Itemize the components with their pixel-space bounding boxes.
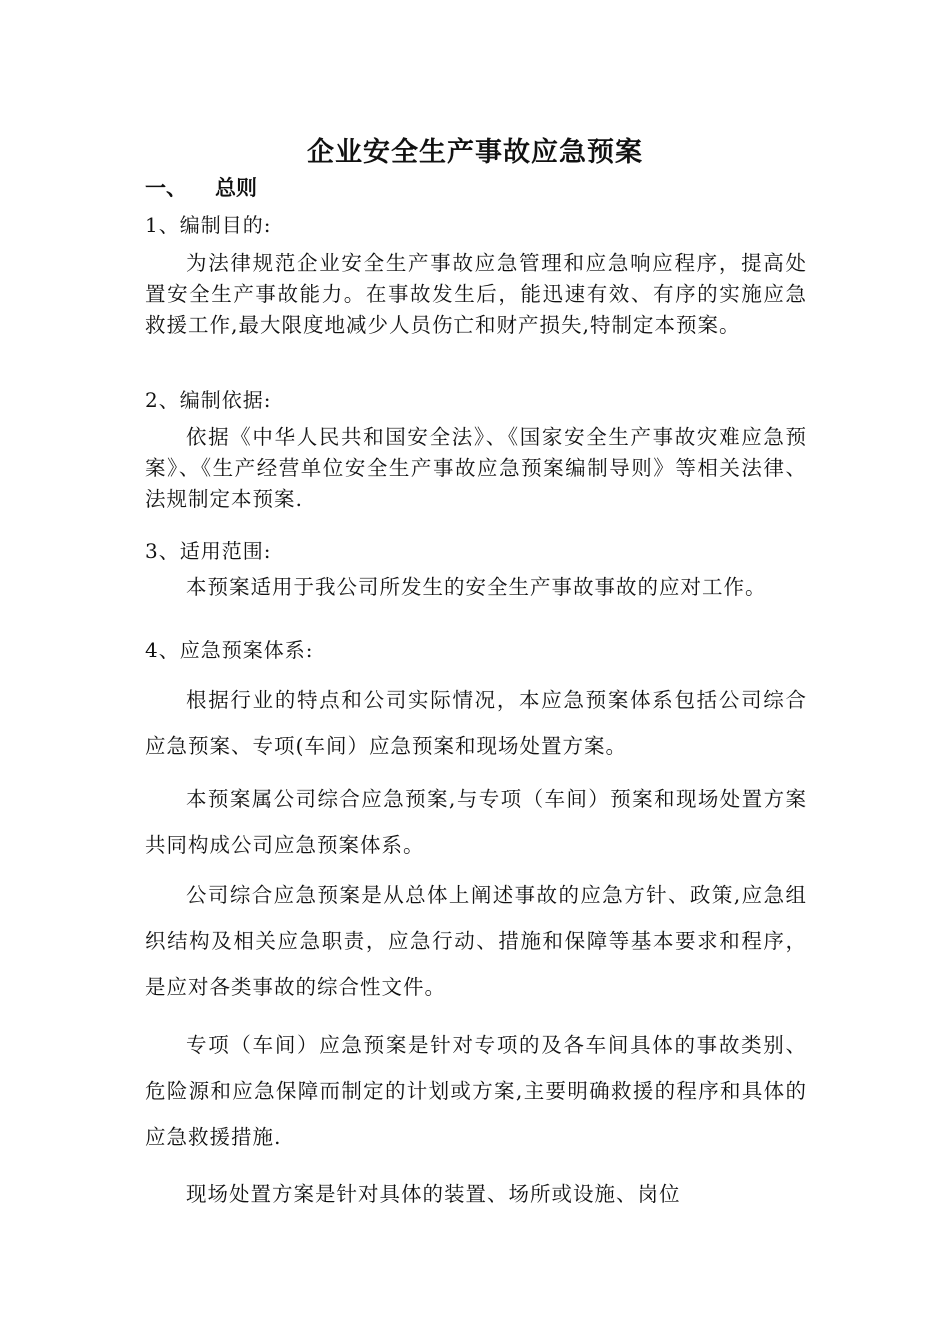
subsection-heading-purpose: 1、编制目的: bbox=[145, 213, 272, 237]
paragraph-system-4: 专项（车间）应急预案是针对专项的及各车间具体的事故类别、危险源和应急保障而制定的计划或方案,主要明确救援的程序和具体的应急救援措施. bbox=[145, 1033, 807, 1149]
paragraph-basis: 依据《中华人民共和国安全法》、《国家安全生产事故灾难应急预案》、《生产经营单位安全生产事故应急预案编制导则》等相关法律、法规制定本预案. bbox=[145, 425, 807, 511]
section-label: 总则 bbox=[215, 175, 257, 200]
paragraph-system-1: 根据行业的特点和公司实际情况，本应急预案体系包括公司综合应急预案、专项(车间）应急预案和现场处置方案。 bbox=[145, 688, 807, 758]
subsection-heading-system: 4、应急预案体系: bbox=[145, 638, 314, 662]
subsection-heading-scope: 3、适用范围: bbox=[145, 539, 272, 563]
paragraph-system-5: 现场处置方案是针对具体的装置、场所或设施、岗位 bbox=[186, 1182, 681, 1206]
paragraph-system-3: 公司综合应急预案是从总体上阐述事故的应急方针、政策,应急组织结构及相关应急职责，应急行动、措施和保障等基本要求和程序，是应对各类事故的综合性文件。 bbox=[145, 883, 807, 999]
document-title: 企业安全生产事故应急预案 bbox=[307, 137, 643, 168]
paragraph-purpose: 为法律规范企业安全生产事故应急管理和应急响应程序，提高处置安全生产事故能力。在事故发生后，能迅速有效、有序的实施应急救援工作,最大限度地减少人员伤亡和财产损失,特制定本预案。 bbox=[145, 251, 807, 337]
paragraph-scope: 本预案适用于我公司所发生的安全生产事故事故的应对工作。 bbox=[186, 575, 767, 599]
paragraph-system-2: 本预案属公司综合应急预案,与专项（车间）预案和现场处置方案共同构成公司应急预案体系。 bbox=[145, 787, 807, 857]
section-number: 一、 bbox=[145, 175, 187, 200]
subsection-heading-basis: 2、编制依据: bbox=[145, 388, 272, 412]
section-heading bbox=[145, 172, 257, 202]
